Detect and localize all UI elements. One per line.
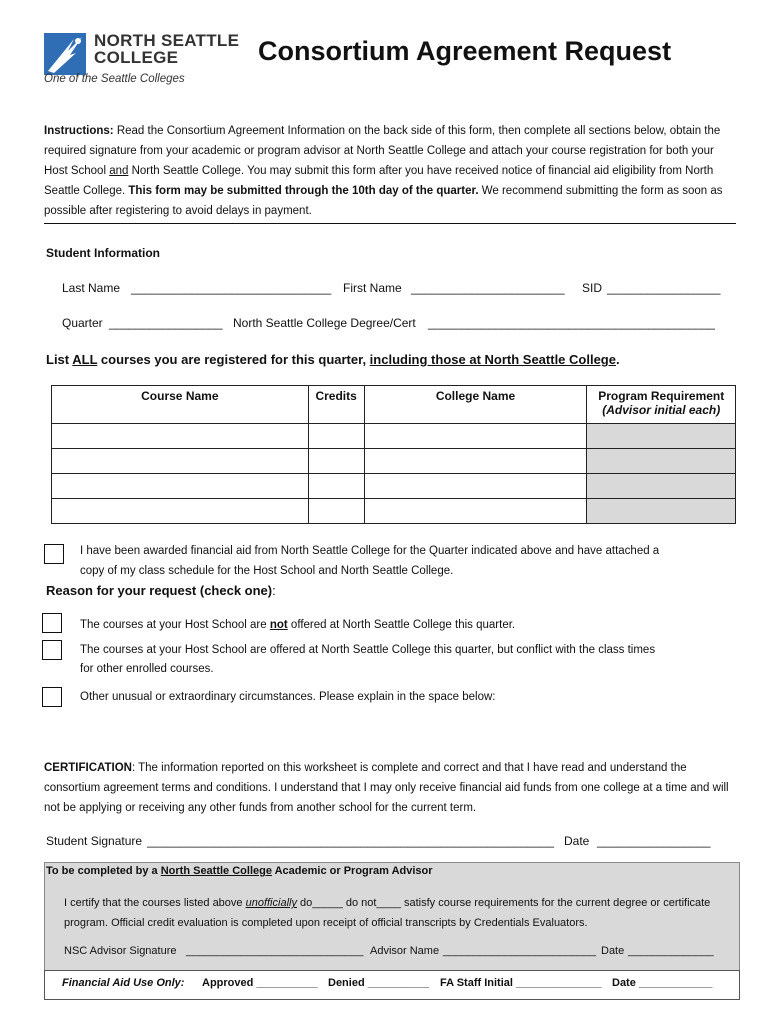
student-info-heading: Student Information [46, 246, 160, 260]
column-header-program-requirement: Program Requirement (Advisor initial each) [587, 386, 736, 424]
degree-label: North Seattle College Degree/Cert [233, 316, 416, 330]
student-date-field[interactable]: _________________ [597, 834, 711, 848]
reason-other-checkbox[interactable] [42, 687, 62, 707]
column-header-course-name: Course Name [52, 386, 309, 424]
table-row [52, 424, 736, 449]
quarter-label: Quarter [62, 316, 103, 330]
certification-text: CERTIFICATION: The information reported on this worksheet is complete and correct and that I have read and understand the consortium agreement terms and conditions. I understand that I may only receive financial aid funds from one college at a time and will not be applying or receiving any other funds from another school for the current term. [44, 762, 729, 814]
sid-label: SID [582, 281, 603, 295]
credits-cell[interactable] [308, 474, 364, 499]
course-name-cell[interactable] [52, 499, 309, 524]
college-name-cell[interactable] [364, 474, 587, 499]
fa-date-field[interactable]: Date ____________ [612, 977, 713, 989]
table-header-row [52, 386, 736, 424]
instructions: Instructions: Read the Consortium Agreement Information on the back side of this form, then complete all sections below, obtain the required signature from your academic or program advisor at North Seattle College and attach your course registration for both your Host School and North Seattle College. You may submit this form after you have received notice of financial aid eligibility from North Seattle College. This form may be submitted through the 10th day of the quarter. We recommend submitting the form as soon as possible after registering to avoid delays in payment. [44, 125, 723, 217]
last-name-field[interactable]: ______________________________ [131, 281, 332, 295]
student-date-label: Date [564, 834, 590, 848]
courses-heading: List ALL courses you are registered for this quarter, including those at North Seattle College. [46, 352, 620, 367]
advisor-date-label: Date [601, 945, 625, 957]
explanation-area[interactable] [80, 712, 736, 756]
reason-conflict-checkbox[interactable] [42, 640, 62, 660]
reason-not-offered-checkbox[interactable] [42, 613, 62, 633]
table-row [52, 499, 736, 524]
courses-table [51, 385, 736, 524]
logo-tagline: One of the Seattle Colleges [44, 73, 185, 85]
advisor-certify-text: I certify that the courses listed above unofficially do_____ do not____ satisfy course requirements for the current degree or certificate program. Official credit evaluation is completed upon receipt of official transcripts by Credentials Evaluators. [64, 897, 711, 929]
advisor-name-label: Advisor Name [370, 945, 440, 957]
reason-other-label: Other unusual or extraordinary circumstances. Please explain in the space below: [80, 691, 496, 703]
credits-cell[interactable] [308, 499, 364, 524]
awarded-checkbox[interactable] [44, 544, 64, 564]
credits-cell[interactable] [308, 424, 364, 449]
credits-cell[interactable] [308, 449, 364, 474]
college-logo-icon [44, 33, 86, 75]
column-header-credits: Credits [308, 386, 364, 424]
advisor-initial-cell[interactable] [587, 424, 736, 449]
instructions-label: Instructions: [44, 125, 114, 137]
reason-heading: Reason for your request (check one): [46, 583, 276, 598]
column-header-college-name: College Name [364, 386, 587, 424]
college-name-cell[interactable] [364, 449, 587, 474]
quarter-field[interactable]: _________________ [109, 316, 223, 330]
college-name-cell[interactable] [364, 499, 587, 524]
table-row [52, 449, 736, 474]
advisor-signature-label: NSC Advisor Signature [64, 945, 177, 957]
fa-approved-field[interactable]: Approved __________ [202, 977, 318, 989]
advisor-initial-cell[interactable] [587, 474, 736, 499]
student-signature-label: Student Signature [46, 834, 143, 848]
advisor-heading: To be completed by a North Seattle College Academic or Program Advisor [46, 865, 433, 877]
logo-name: NORTH SEATTLE COLLEGE [94, 31, 240, 67]
advisor-date-field[interactable]: ______________ [628, 945, 714, 957]
fa-use-label: Financial Aid Use Only: [62, 977, 185, 989]
certification-label: CERTIFICATION [44, 762, 132, 774]
advisor-initial-cell[interactable] [587, 499, 736, 524]
advisor-name-field[interactable]: _________________________ [443, 945, 596, 957]
table-row [52, 474, 736, 499]
awarded-text: I have been awarded financial aid from North Seattle College for the Quarter indicated above and have attached a copy of my class schedule for the Host School and North Seattle College. [80, 545, 660, 577]
advisor-signature-field[interactable]: _____________________________ [186, 945, 364, 957]
degree-field[interactable]: ___________________________________________ [428, 316, 715, 330]
first-name-label: First Name [343, 281, 402, 295]
course-name-cell[interactable] [52, 449, 309, 474]
student-signature-field[interactable]: _____________________________________________________________ [147, 834, 555, 848]
course-name-cell[interactable] [52, 474, 309, 499]
first-name-field[interactable]: _______________________ [411, 281, 565, 295]
fa-staff-initial-field[interactable]: FA Staff Initial ______________ [440, 977, 602, 989]
advisor-initial-cell[interactable] [587, 449, 736, 474]
sid-field[interactable]: _________________ [607, 281, 721, 295]
deadline-note: This form may be submitted through the 10th day of the quarter. [128, 185, 479, 197]
course-name-cell[interactable] [52, 424, 309, 449]
college-name-cell[interactable] [364, 424, 587, 449]
reason-conflict-label: The courses at your Host School are offered at North Seattle College this quarter, but conflict with the class times for other enrolled courses. [80, 644, 656, 675]
divider [44, 223, 736, 224]
last-name-label: Last Name [62, 281, 121, 295]
form-title: Consortium Agreement Request [258, 36, 672, 66]
fa-denied-field[interactable]: Denied __________ [328, 977, 429, 989]
reason-not-offered-label: The courses at your Host School are not offered at North Seattle College this quarter. [80, 619, 516, 631]
